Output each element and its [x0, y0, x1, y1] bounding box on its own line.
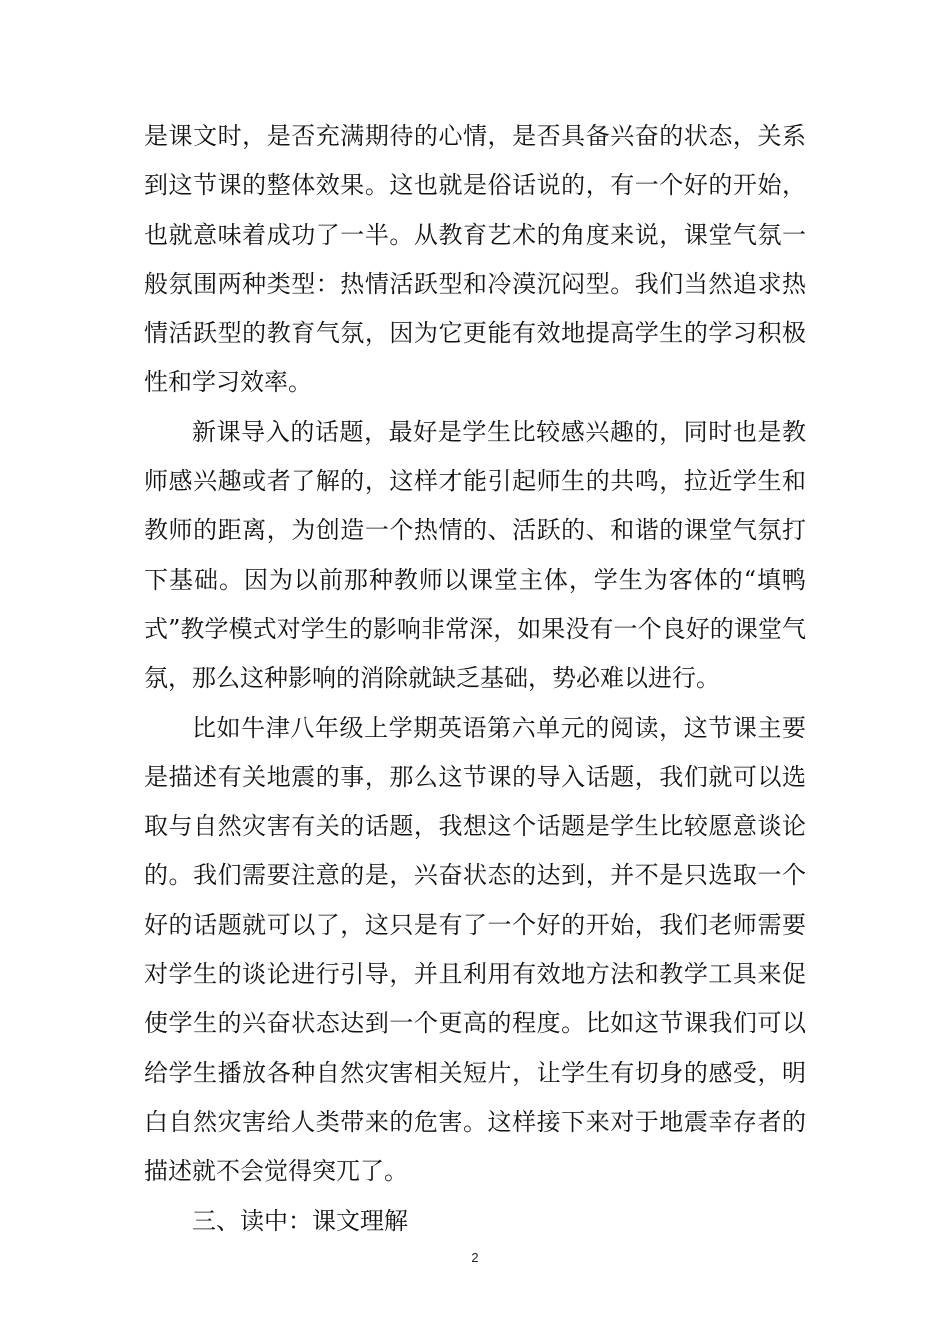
section-heading: 三、读中：课文理解 [192, 1206, 408, 1235]
paragraph-2: 新课导入的话题，最好是学生比较感兴趣的，同时也是教师感兴趣或者了解的，这样才能引起师生的共鸣，拉近学生和教师的距离，为创造一个热情的、活跃的、和谐的课堂气氛打下基础。因为以前那种教师以课堂主体，学生为客体的“填鸭式”教学模式对学生的影响非常深，如果没有一个良好的课堂气氛，那么这种影响的消除就缺乏基础，势必难以进行。 [144, 417, 806, 693]
page-number: 2 [471, 1250, 479, 1265]
paragraph-3: 比如牛津八年级上学期英语第六单元的阅读，这节课主要是描述有关地震的事，那么这节课的导入话题，我们就可以选取与自然灾害有关的话题，我想这个话题是学生比较愿意谈论的。我们需要注意的是，兴奋状态的达到，并不是只选取一个好的话题就可以了，这只是有了一个好的开始，我们老师需要对学生的谈论进行引导，并且利用有效地方法和教学工具来促使学生的兴奋状态达到一个更高的程度。比如这节课我们可以给学生播放各种自然灾害相关短片，让学生有切身的感受，明白自然灾害给人类带来的危害。这样接下来对于地震幸存者的描述就不会觉得突兀了。 [144, 713, 806, 1186]
paragraph-1: 是课文时，是否充满期待的心情，是否具备兴奋的状态，关系到这节课的整体效果。这也就是俗话说的，有一个好的开始，也就意味着成功了一半。从教育艺术的角度来说，课堂气氛一般氛围两种类型：热情活跃型和冷漠沉闷型。我们当然追求热情活跃型的教育气氛，因为它更能有效地提高学生的学习积极性和学习效率。 [144, 122, 806, 397]
document-body [144, 112, 806, 1246]
